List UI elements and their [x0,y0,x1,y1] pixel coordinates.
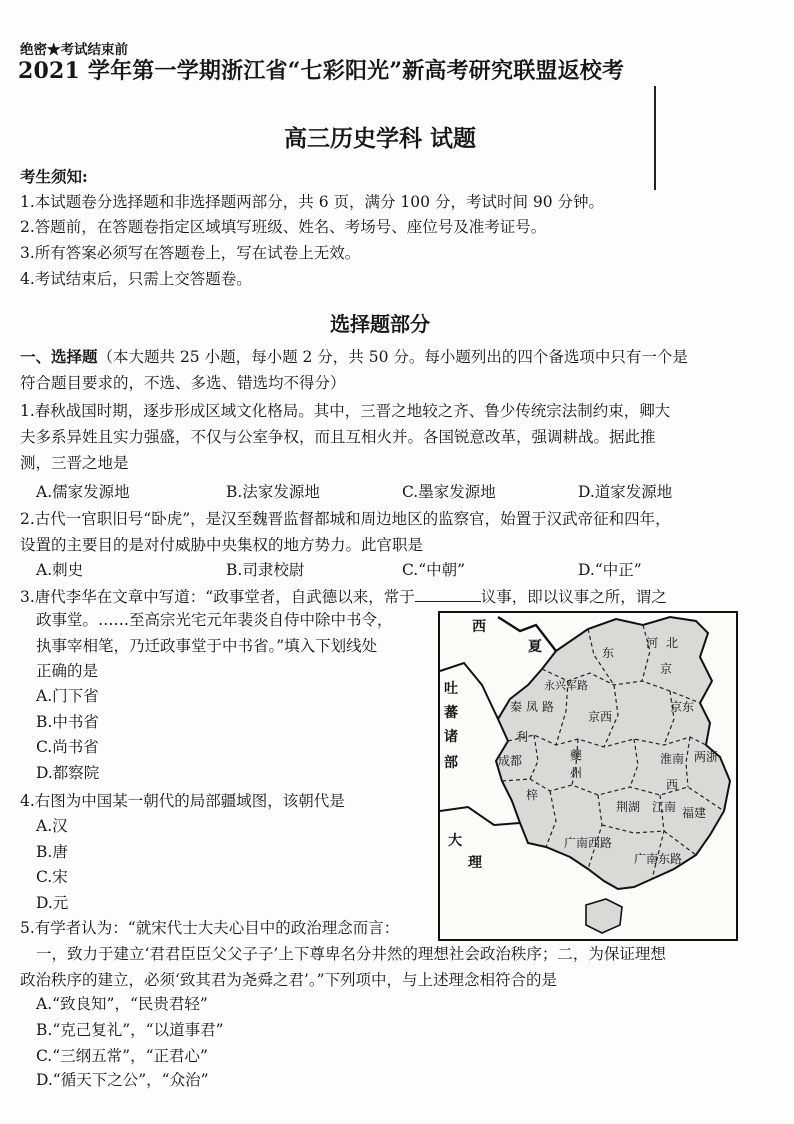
q3-option-a[interactable]: A.门下省 [36,687,99,705]
confidential-mark: 绝密★考试结束前 [20,42,128,58]
map-label: 梓 [526,788,539,802]
q2-option-d[interactable]: D.“中正” [578,561,642,579]
section-title: 选择题部分 [330,312,430,336]
q5-option-b[interactable]: B.“克己复礼”，“以道事君” [36,1021,224,1039]
section-intro-text: （本大题共 25 小题，每小题 2 分，共 50 分。每小题列出的四个备选项中只有一个是 [97,348,688,366]
section-intro [20,346,688,368]
map-label: 凤 [526,700,539,714]
map-label: 吐 [444,681,458,697]
map-label: 东 [602,646,615,660]
q3-answer-blank [415,585,481,602]
q1-option-a[interactable]: A.儒家发源地 [36,483,130,501]
map-label: 北 [666,636,679,650]
map-label: 大 [448,833,462,849]
notice-item: 1.本试题卷分选择题和非选择题两部分，共 6 页，满分 100 分，考试时间 90 分钟。 [20,193,605,211]
q5-option-d[interactable]: D.“循天下之公”，“众治” [36,1071,209,1089]
map-label: 夏 [528,639,542,655]
q1-option-c[interactable]: C.墨家发源地 [402,483,496,501]
q4-stem: 4.右图为中国某一朝代的局部疆域图，该朝代是 [20,792,345,810]
q5-stem: 政治秩序的建立，必须‘致其君为尧舜之君’。”下列项中，与上述理念相符合的是 [20,971,558,989]
section-intro-label: 一、选择题 [20,347,98,366]
map-label: 荆湖 [616,800,641,814]
map-label: 诸 [444,729,458,745]
map-label: 两浙 [694,750,719,764]
notice-item: 4.考试结束后，只需上交答题卷。 [20,270,252,288]
map-label: 京西 [588,710,613,724]
map-label: 京 [660,662,673,676]
q4-option-a[interactable]: A.汉 [36,817,68,835]
q1-stem: 1.春秋战国时期，逐步形成区域文化格局。其中，三晋之地较之齐、鲁少传统宗法制约束，卿大 [20,402,671,420]
q1-option-b[interactable]: B.法家发源地 [226,483,320,501]
map-label: 部 [444,755,458,771]
exam-subtitle: 高三历史学科 试题 [283,125,476,152]
map-label: 成都 [498,754,523,768]
map-label: 夔 [570,748,583,762]
q2-option-b[interactable]: B.司隶校尉 [226,561,305,579]
map-label: 广南东路 [634,852,683,866]
q2-stem: 2.古代一官职旧号“卧虎”，是汉至魏晋监督都城和周边地区的监察官，始置于汉武帝征和四年， [20,510,671,528]
q5-stem: 5.有学者认为：“就宋代士大夫心目中的政治理念而言： [20,919,400,937]
map-label: 理 [468,855,482,871]
map-label: 蕃 [444,705,458,721]
map-label: 淮南 [660,752,685,766]
q3-option-c[interactable]: C.尚书省 [36,738,99,756]
map-label: 福建 [682,806,707,820]
q3-stem: 正确的是 [36,662,99,680]
map-label: 广南西路 [564,836,613,850]
q2-stem: 设置的主要目的是对付威胁中央集权的地方势力。此官职是 [20,536,424,554]
map-label: 河 [646,636,659,650]
q4-option-d[interactable]: D.元 [36,894,69,912]
notice-item: 2.答题前，在答题卷指定区域填写班级、姓名、考场号、座位号及准考证号。 [20,218,547,236]
q5-option-a[interactable]: A.“致良知”，“民贵君轻” [36,995,208,1013]
q4-option-b[interactable]: B.唐 [36,843,68,861]
section-intro-cont: 符合题目要求的，不选、多选、错选均不得分） [20,374,346,392]
q2-option-a[interactable]: A.刺史 [36,561,84,579]
q3-stem-part1: 3.唐代李华在文章中写道：“政事堂者，自武德以来，常于 [20,588,415,606]
q3-option-d[interactable]: D.都察院 [36,764,100,782]
q4-option-c[interactable]: C.宋 [36,868,68,886]
q3-stem-first [20,585,667,608]
map-label: 利 [516,730,529,744]
q1-stem: 测，三晋之地是 [20,454,129,472]
map-label: 路 [542,700,555,714]
song-territory-map [438,611,738,941]
notice-item: 3.所有答案必须写在答题卷上，写在试卷上无效。 [20,244,361,262]
map-label: 西 [666,778,679,792]
map-label: 西 [472,619,486,635]
map-label: 永兴军路 [544,679,588,692]
map-label: 京东 [670,700,695,714]
q3-stem: 政事堂。……至高宗光宅元年裴炎自侍中除中书令， [36,611,393,629]
q3-stem: 执事宰相笔，乃迁政事堂于中书省。”填入下划线处 [36,637,378,655]
map-label: 秦 [510,700,523,714]
q5-stem: 一，致力于建立‘君君臣臣父父子子’上下尊卑名分井然的理想社会政治秩序；二，为保证理想 [36,945,666,963]
q1-option-d[interactable]: D.道家发源地 [578,483,673,501]
map-label: 州 [570,766,583,780]
map-label: 江南 [652,800,677,814]
q3-option-b[interactable]: B.中书省 [36,713,99,731]
notice-heading: 考生须知: [20,167,88,186]
q3-stem-part2: 议事，即以议事之所，谓之 [480,588,667,606]
q5-option-c[interactable]: C.“三纲五常”，“正君心” [36,1047,208,1065]
exam-title: 2021 学年第一学期浙江省“七彩阳光”新高考研究联盟返校考 [18,58,625,84]
q2-option-c[interactable]: C.“中朝” [402,561,466,579]
q1-stem: 夫多系异姓且实力强盛，不仅与公室争权，而且互相火并。各国锐意改革，强调耕战。据此推 [20,428,656,446]
